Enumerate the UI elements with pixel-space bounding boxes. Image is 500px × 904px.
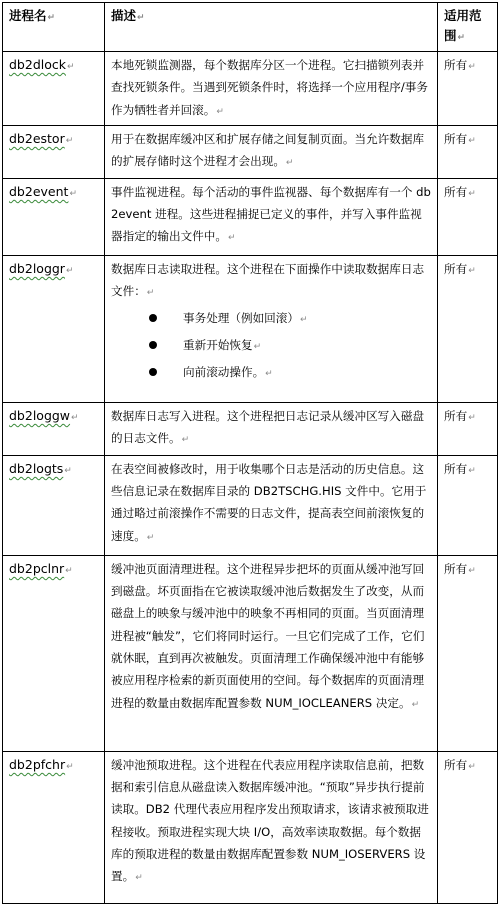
bullet-dot	[149, 368, 157, 376]
table-row	[3, 255, 498, 402]
process-description: 数据库日志写入进程。这个进程把日志记录从缓冲区写入磁盘的日志文件。↵	[105, 402, 438, 455]
process-description: 用于在数据库缓冲区和扩展存储之间复制页面。当允许数据库的扩展存储时这个进程才会出现。↵	[105, 125, 438, 178]
table-row	[3, 178, 498, 255]
process-name: db2pclnr↵	[3, 555, 105, 751]
process-name: db2loggw↵	[3, 402, 105, 455]
list-item: 向前滚动操作。↵	[149, 360, 432, 387]
table-row	[3, 125, 498, 178]
list-item: 重新开始恢复↵	[149, 333, 432, 360]
list-item: 事务处理（例如回滚）↵	[149, 306, 432, 333]
process-scope: 所有↵	[438, 125, 498, 178]
process-description: 缓冲池预取进程。这个进程在代表应用程序读取信息前，把数据和索引信息从磁盘读入数据库缓冲池。“预取”异步执行提前读取。DB2 代理代表应用程序发出预取请求，该请求被预取进程接收。预取进程实现大块 I/O，高效率读取数据。每个数据库的预取进程的数量由数据库配置参数 NUM_IOSERVERS 设置。↵	[105, 751, 438, 903]
table-row	[3, 751, 498, 903]
table-row	[3, 52, 498, 126]
process-scope: 所有↵	[438, 455, 498, 555]
bullet-dot	[149, 314, 157, 322]
process-scope: 所有↵	[438, 402, 498, 455]
process-name: db2dlock↵	[3, 52, 105, 126]
process-table	[2, 2, 498, 904]
table-row	[3, 455, 498, 555]
process-description: 事件监视进程。每个活动的事件监视器、每个数据库有一个 db2event 进程。这些进程捕捉已定义的事件，并写入事件监视器指定的输出文件中。↵	[105, 178, 438, 255]
header-description: 描述↵	[105, 3, 438, 52]
header-row	[3, 3, 498, 52]
process-description: 数据库日志读取进程。这个进程在下面操作中读取数据库日志文件：↵ 事务处理（例如回滚）↵ 重新开始恢复↵ 向前滚动操作。↵	[105, 255, 438, 402]
process-scope: 所有↵	[438, 178, 498, 255]
process-scope: 所有↵	[438, 751, 498, 903]
process-scope: 所有↵	[438, 255, 498, 402]
table-row	[3, 402, 498, 455]
header-name: 进程名↵	[3, 3, 105, 52]
process-description: 在表空间被修改时，用于收集哪个日志是活动的历史信息。这些信息记录在数据库目录的 DB2TSCHG.HIS 文件中。它用于通过略过前滚操作不需要的日志文件，提高表空间前滚恢复的速度。↵	[105, 455, 438, 555]
bullet-dot	[149, 341, 157, 349]
bullet-list	[111, 306, 432, 387]
header-scope: 适用范围↵	[438, 3, 498, 52]
process-description: 本地死锁监测器，每个数据库分区一个进程。它扫描锁列表并查找死锁条件。当遇到死锁条件时，将选择一个应用程序/事务作为牺牲者并回滚。↵	[105, 52, 438, 126]
process-name: db2logts↵	[3, 455, 105, 555]
process-scope: 所有↵	[438, 52, 498, 126]
process-name: db2estor↵	[3, 125, 105, 178]
process-description: 缓冲池页面清理进程。这个进程异步把坏的页面从缓冲池写回到磁盘。坏页面指在它被读取缓冲池后数据发生了改变，从而磁盘上的映象与缓冲池中的映象不再相同的页面。当页面清理进程被“触发”，它们将同时运行。一旦它们完成了工作，它们就休眠，直到再次被触发。页面清理工作确保缓冲池中有能够被应用程序检索的新页面使用的空间。每个数据库的页面清理进程的数量由数据库配置参数 NUM_IOCLEANERS 决定。↵	[105, 555, 438, 751]
process-name: db2loggr↵	[3, 255, 105, 402]
table-row	[3, 555, 498, 751]
process-name: db2pfchr↵	[3, 751, 105, 903]
process-scope: 所有↵	[438, 555, 498, 751]
process-name: db2event↵	[3, 178, 105, 255]
